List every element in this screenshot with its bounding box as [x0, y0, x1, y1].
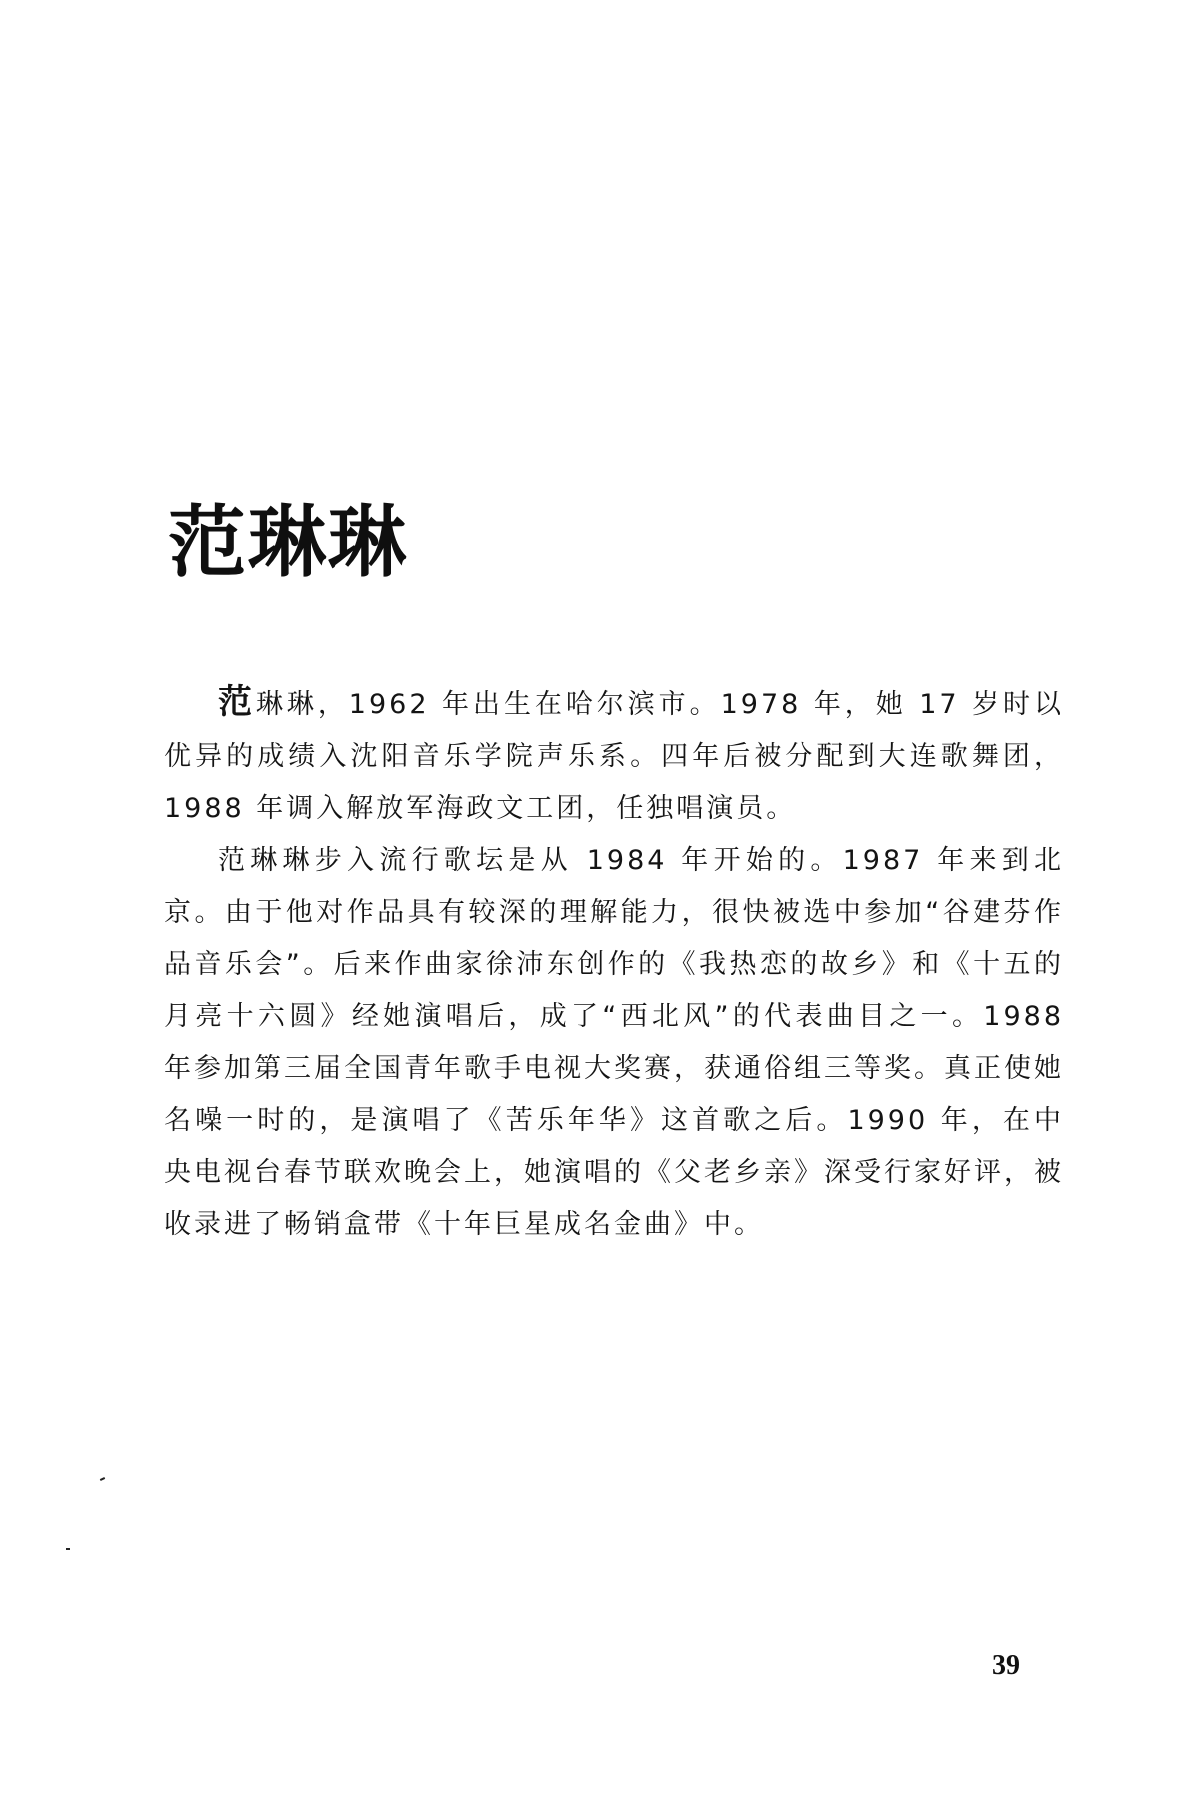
paragraph-1-text: 琳琳，1962 年出生在哈尔滨市。1978 年，她 17 岁时以优异的成绩入沈阳音乐学院声乐系。四年后被分配到大连歌舞团，1988 年调入解放军海政文工团，任独唱演员。: [164, 689, 1064, 824]
scan-speck: [100, 1477, 105, 1481]
paragraph-2: 范琳琳步入流行歌坛是从 1984 年开始的。1987 年来到北京。由于他对作品具有较深的理解能力，很快被选中参加“谷建芬作品音乐会”。后来作曲家徐沛东创作的《我热恋的故乡》和《十五的月亮十六圆》经她演唱后，成了“西北风”的代表曲目之一。1988 年参加第三届全国青年歌手电视大奖赛，获通俗组三等奖。真正使她名噪一时的，是演唱了《苦乐年华》这首歌之后。1990 年，在中央电视台春节联欢晚会上，她演唱的《父老乡亲》深受行家好评，被收录进了畅销盒带《十年巨星成名金曲》中。: [164, 845, 1064, 1240]
body-text: [164, 676, 1064, 1251]
drop-cap: 范: [218, 682, 256, 722]
scan-speck: [66, 1548, 70, 1550]
page-number: 39: [992, 1650, 1020, 1681]
paragraph-1: [164, 676, 1064, 835]
chapter-title: 范琳琳: [168, 498, 409, 589]
